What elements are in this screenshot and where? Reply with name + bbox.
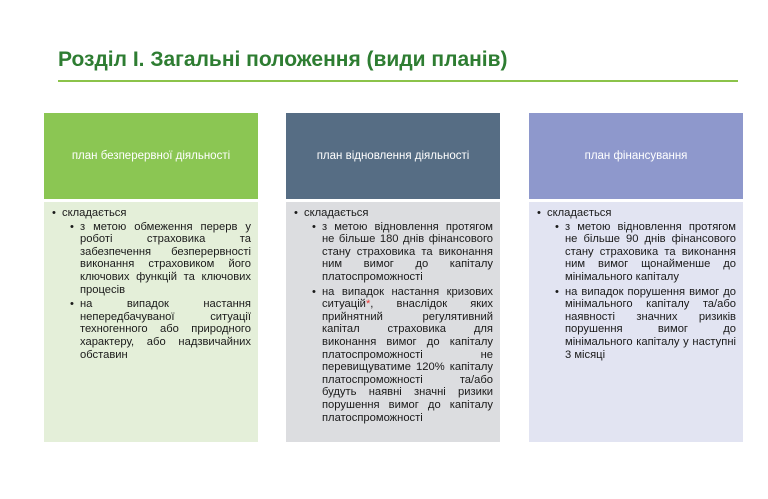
list-item-text: на випадок настання кризових ситуацій xyxy=(322,285,493,311)
column-recovery-plan xyxy=(286,113,500,442)
list-item: • на випадок настання непередбачуваної ситуації техногенного або природного характеру, або надзвичайних обставин xyxy=(62,298,251,361)
bullet-composed xyxy=(294,207,493,424)
bullet-label: складається xyxy=(62,207,127,219)
column-header: план відновлення діяльності xyxy=(286,113,500,199)
list-item: • на випадок порушення вимог до мінімального капіталу та/або наявності значних ризиків порушення вимог до мінімального капіталу у наступні 3 місяці xyxy=(547,286,736,362)
column-header: план фінансування xyxy=(529,113,743,199)
bullet-label: складається xyxy=(547,207,612,219)
footnote-star: * xyxy=(365,298,371,311)
column-body xyxy=(529,202,743,442)
column-business-continuity-plan xyxy=(44,113,258,442)
column-header: план безперервної діяльності xyxy=(44,113,258,199)
column-body xyxy=(286,202,500,442)
list-item-text: , внаслідок яких прийнятний регулятивний капітал страховика для виконання вимог до капіталу платоспроможності не перевищуватиме 120% капіталу платоспроможності та/або будуть наявні значні ризики порушення вимог до капіталу платоспроможності xyxy=(322,298,493,424)
list-item xyxy=(304,286,493,425)
bullet-label: складається xyxy=(304,207,369,219)
bullet-composed xyxy=(537,207,736,361)
list-item: • з метою відновлення протягом не більше 90 днів фінансового стану страховика та виконання ним вимог щонайменше до мінімального капіталу xyxy=(547,221,736,284)
list-item: • з метою відновлення протягом не більше 180 днів фінансового стану страховика та виконання ним вимог до капіталу платоспроможності xyxy=(304,221,493,284)
column-body xyxy=(44,202,258,442)
bullet-composed xyxy=(52,207,251,361)
slide-title: Розділ І. Загальні положення (види планів) xyxy=(58,48,508,71)
title-underline xyxy=(58,80,738,82)
list-item: • з метою обмеження перерв у роботі страховика та забезпечення безперервності виконання страховиком його ключових функцій та ключових процесів xyxy=(62,221,251,297)
column-financing-plan xyxy=(529,113,743,442)
